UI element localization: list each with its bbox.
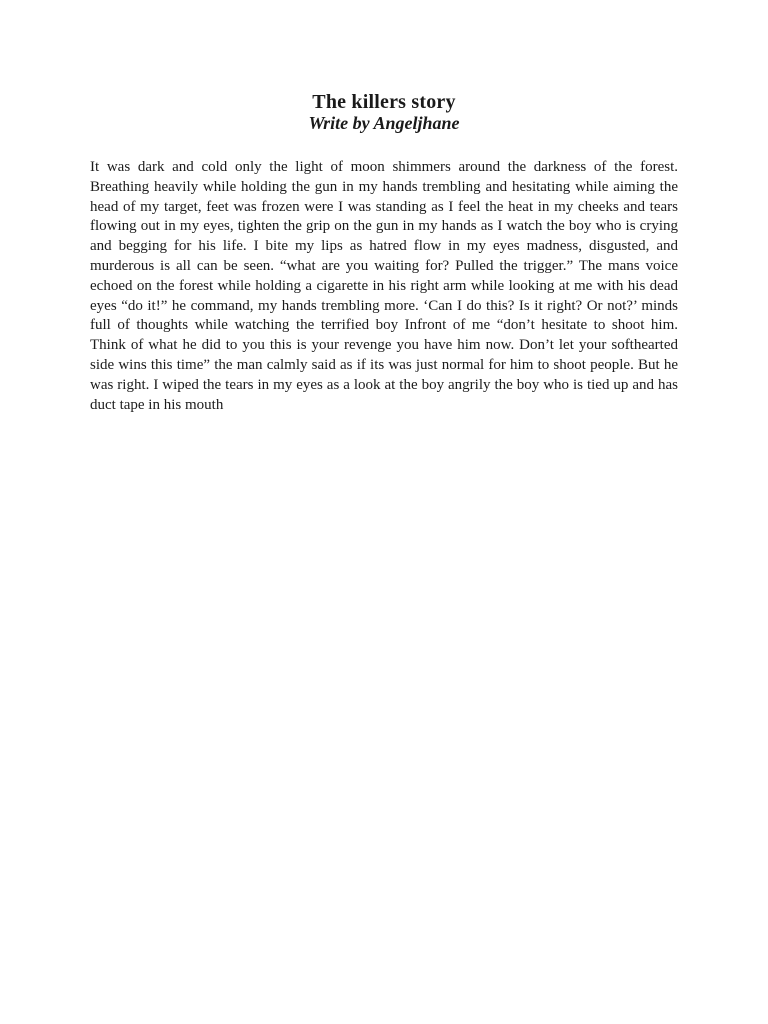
- story-line: and begging for his life. I bite my lips as hatred flow in my eyes madness, disgusted, and: [90, 238, 678, 255]
- story-line: eyes “do it!” he command, my hands trembling more. ‘Can I do this? Is it right? Or not?’ minds: [90, 297, 678, 314]
- story-line: Think of what he did to you this is your revenge you have him now. Don’t let your softhearted: [90, 337, 678, 354]
- story-line: full of thoughts while watching the terrified boy Infront of me “don’t hesitate to shoot him.: [90, 317, 678, 334]
- story-line: flowing out in my eyes, tighten the grip on the gun in my hands as I watch the boy who is crying: [90, 218, 678, 235]
- story-line: murderous is all can be seen. “what are you waiting for? Pulled the trigger.” The mans voice: [90, 257, 678, 274]
- story-line: was right. I wiped the tears in my eyes as a look at the boy angrily the boy who is tied up and has: [90, 376, 678, 393]
- story-line: Breathing heavily while holding the gun in my hands trembling and hesitating while aiming the: [90, 178, 678, 195]
- story-line: duct tape in his mouth: [90, 396, 224, 413]
- story-line: It was dark and cold only the light of moon shimmers around the darkness of the forest.: [90, 159, 678, 175]
- byline: Write by Angeljhane: [308, 113, 460, 133]
- page-title: The killers story: [312, 91, 456, 113]
- story-line: side wins this time” the man calmly said as if its was just normal for him to shoot people. But he: [90, 356, 678, 373]
- story-line: echoed on the forest while holding a cigarette in his right arm while looking at me with his dead: [90, 277, 678, 294]
- story-paragraph: [90, 158, 678, 415]
- story-line: head of my target, feet was frozen were I was standing as I feel the heat in my cheeks and tears: [90, 198, 678, 215]
- title-block: [0, 91, 768, 133]
